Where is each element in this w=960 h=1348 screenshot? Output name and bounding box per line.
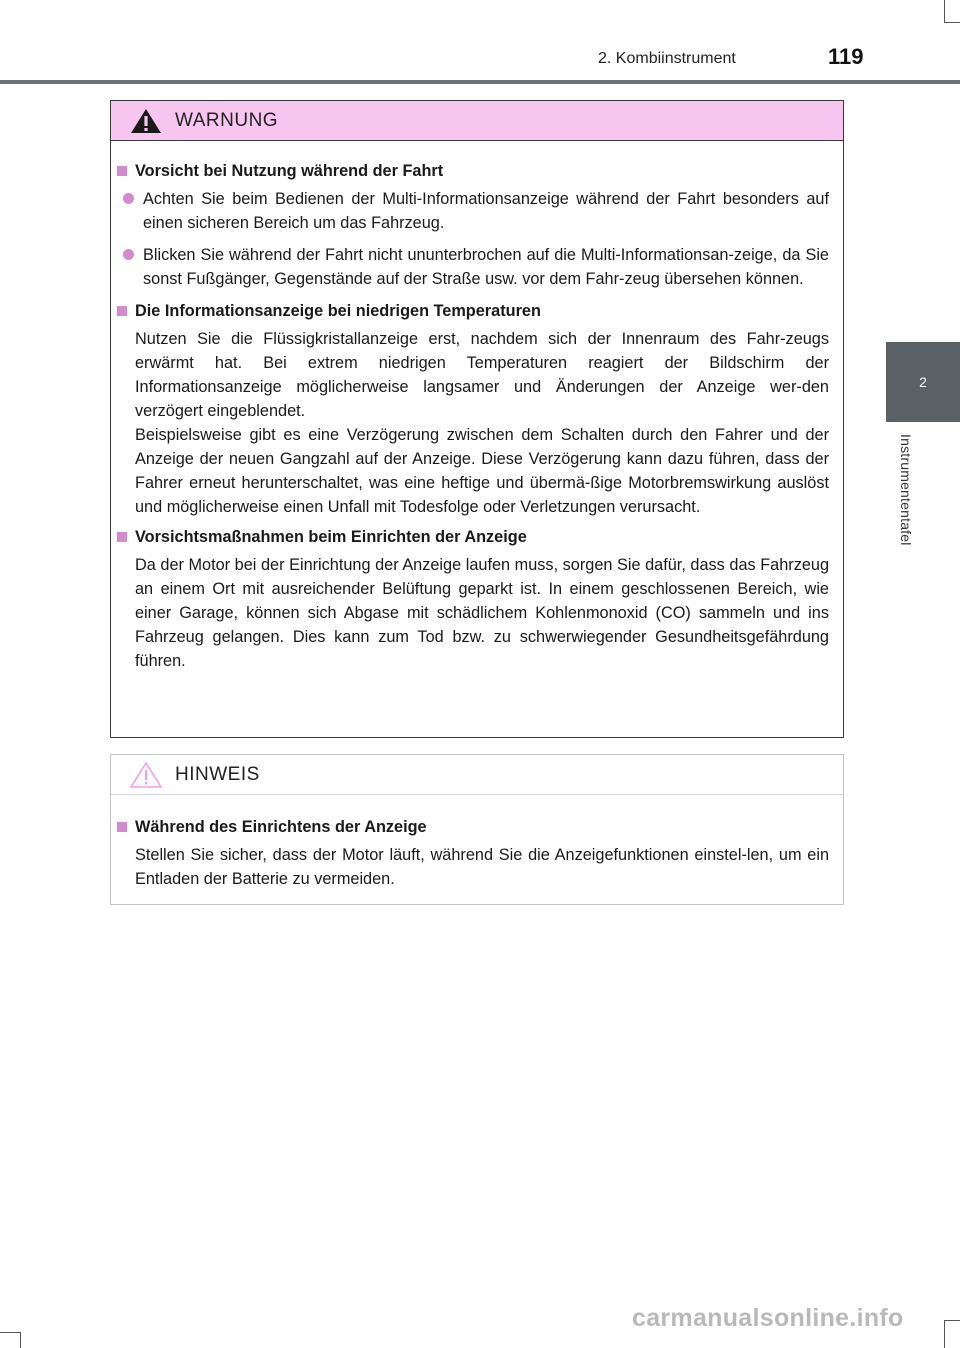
square-bullet-icon	[117, 166, 127, 176]
paragraph: Da der Motor bei der Einrichtung der Anzeige laufen muss, sorgen Sie dafür, dass das Fahrzeug an einem Ort mit ausreichender Belüftung geparkt ist. In einem geschlossenen Bereich, wie einer Garage, können sich Abgase mit schädlichem Kohlenmonoxid (CO) sammeln und ins Fahrzeug gelangen. Dies kann zum Tod bzw. zu schwerwiegender Gesundheitsgefährdung führen.	[135, 556, 829, 670]
round-bullet-icon	[123, 193, 134, 204]
running-header-section: 2. Kombiinstrument	[598, 50, 736, 67]
section-heading	[117, 815, 829, 839]
paragraph: Nutzen Sie die Flüssigkristallanzeige erst, nachdem sich der Innenraum des Fahr-zeugs erwärmt hat. Bei extrem niedrigen Temperaturen reagiert der Bildschirm der Informationsanzeige möglicherweise langsamer und Änderungen der Anzeige wer-den verzögert eingeblendet. Beispielsweise gibt es eine Verzögerung zwischen dem Schalten durch den Fahrer und der Anzeige der neuen Gangzahl auf der Anzeige. Diese Verzögerung kann dazu führen, dass der Fahrer erneut herunterschaltet, was eine heftige und übermä-ßige Motorbremswirkung auslöst und möglicherweise einen Unfall mit Todesfolge oder Verletzungen verursacht.	[135, 330, 829, 516]
section-heading-text: Die Informationsanzeige bei niedrigen Temperaturen	[135, 302, 541, 320]
list-item-text: Achten Sie beim Bedienen der Multi-Informationsanzeige während der Fahrt besonders auf einen sicheren Bereich um das Fahrzeug.	[143, 190, 829, 232]
page-number: 119	[828, 44, 864, 69]
section-heading	[117, 159, 829, 183]
watermark: carmanualsonline.info	[632, 1304, 904, 1332]
square-bullet-icon	[117, 306, 127, 316]
crop-mark	[944, 22, 960, 23]
section-heading-text: Während des Einrichtens der Anzeige	[135, 818, 427, 836]
square-bullet-icon	[117, 532, 127, 542]
crop-mark	[944, 1320, 960, 1321]
header-rule	[0, 80, 960, 84]
warning-box	[110, 100, 844, 738]
notice-box	[110, 754, 844, 905]
warning-title: WARNUNG	[175, 109, 279, 131]
square-bullet-icon	[117, 822, 127, 832]
crop-mark	[944, 1320, 945, 1348]
crop-mark	[0, 1332, 20, 1333]
notice-title: HINWEIS	[175, 763, 260, 785]
paragraph: Stellen Sie sicher, dass der Motor läuft, während Sie die Anzeigefunktionen einstel-len, um ein Entladen der Batterie zu vermeiden.	[135, 846, 829, 888]
section-heading-text: Vorsichtsmaßnahmen beim Einrichten der Anzeige	[135, 528, 527, 546]
warning-triangle-filled-icon	[129, 107, 163, 135]
warning-box-header	[111, 101, 843, 141]
crop-mark	[944, 0, 945, 22]
warning-triangle-outline-icon	[129, 761, 163, 789]
crop-mark	[20, 1332, 21, 1348]
chapter-title: Instrumententafel	[898, 434, 914, 546]
section-heading-text: Vorsicht bei Nutzung während der Fahrt	[135, 162, 444, 180]
notice-box-header	[111, 755, 843, 795]
warning-body	[111, 141, 843, 673]
list-item	[123, 187, 829, 235]
list-item	[123, 243, 829, 291]
chapter-number: 2	[919, 374, 927, 390]
section-heading	[117, 525, 829, 549]
chapter-tab	[886, 342, 960, 422]
section-heading	[117, 299, 829, 323]
round-bullet-icon	[123, 249, 134, 260]
list-item-text: Blicken Sie während der Fahrt nicht ununterbrochen auf die Multi-Informationsan-zeige, da Sie sonst Fußgänger, Gegenstände auf der Straße usw. vor dem Fahr-zeug übersehen können.	[143, 246, 829, 288]
notice-body	[111, 795, 843, 891]
